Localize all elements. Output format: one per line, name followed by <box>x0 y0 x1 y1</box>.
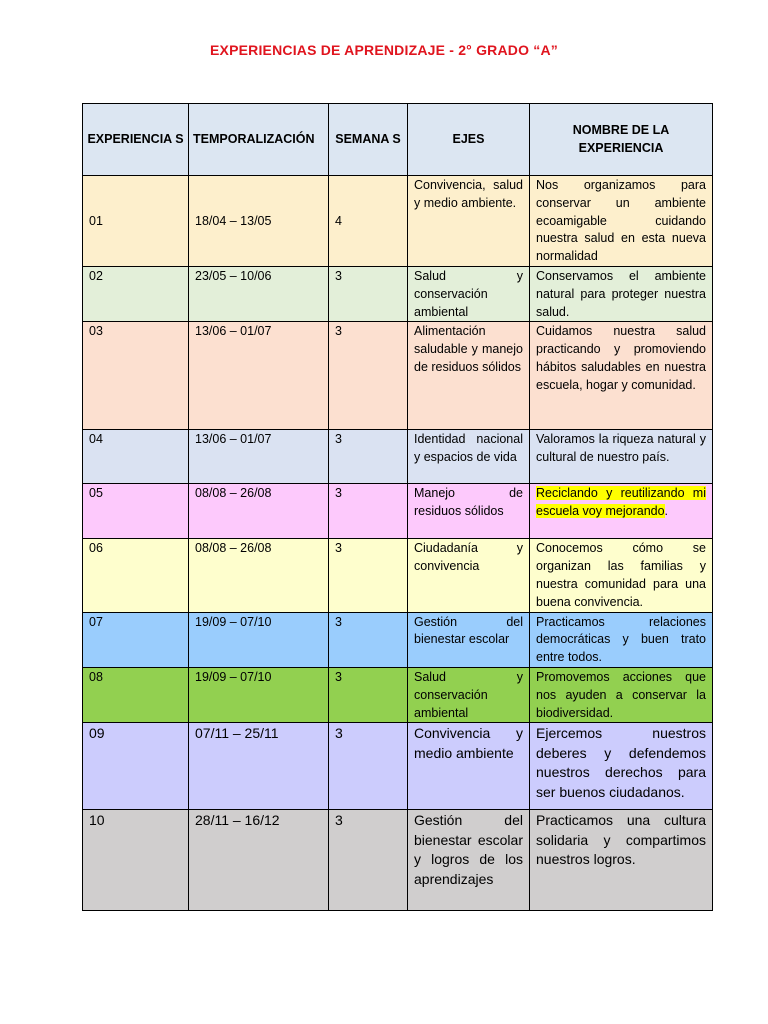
experience-number: 04 <box>83 430 189 484</box>
experience-name: Conservamos el ambiente natural para proteger nuestra salud. <box>530 266 713 321</box>
experience-axis: Salud y conservación ambiental <box>408 266 530 321</box>
experience-dates: 19/09 – 07/10 <box>189 667 329 722</box>
experience-dates: 13/06 – 01/07 <box>189 430 329 484</box>
highlight-tail: . <box>664 504 669 519</box>
table-row <box>83 484 713 539</box>
experience-axis: Gestión del bienestar escolar <box>408 612 530 667</box>
table-row <box>83 266 713 321</box>
experience-name: Practicamos una cultura solidaria y compartimos nuestros logros. <box>530 810 713 911</box>
table-row <box>83 810 713 911</box>
experience-weeks: 3 <box>329 723 408 810</box>
experience-name: Ejercemos nuestros deberes y defendemos nuestros derechos para ser buenos ciudadanos. <box>530 723 713 810</box>
experience-weeks: 3 <box>329 810 408 911</box>
table-row <box>83 322 713 430</box>
experience-name <box>530 484 713 539</box>
experience-axis: Gestión del bienestar escolar y logros de los aprendizajes <box>408 810 530 911</box>
experience-weeks: 3 <box>329 667 408 722</box>
experience-name: Promovemos acciones que nos ayuden a conservar la biodiversidad. <box>530 667 713 722</box>
experience-axis: Identidad nacional y espacios de vida <box>408 430 530 484</box>
header-semanas: SEMANA S <box>329 104 408 176</box>
experience-weeks: 3 <box>329 430 408 484</box>
experience-name: Nos organizamos para conservar un ambiente ecoamigable cuidando nuestra salud en esta nueva normalidad <box>530 176 713 267</box>
experience-weeks: 3 <box>329 484 408 539</box>
experience-weeks: 3 <box>329 266 408 321</box>
experience-axis: Convivencia, salud y medio ambiente. <box>408 176 530 267</box>
experience-number: 05 <box>83 484 189 539</box>
experience-name: Valoramos la riqueza natural y cultural de nuestro país. <box>530 430 713 484</box>
table-row <box>83 430 713 484</box>
highlighted-text: Reciclando y reutilizando mi escuela voy mejorando <box>536 486 706 519</box>
table-row <box>83 176 713 267</box>
table-row <box>83 539 713 612</box>
experience-name: Cuidamos nuestra salud practicando y promoviendo hábitos saludables en nuestra escuela, hogar y comunidad. <box>530 322 713 430</box>
experience-number: 03 <box>83 322 189 430</box>
experiences-table <box>82 103 713 911</box>
experience-axis: Convivencia y medio ambiente <box>408 723 530 810</box>
table-header-row <box>83 104 713 176</box>
experience-number: 08 <box>83 667 189 722</box>
experience-number: 10 <box>83 810 189 911</box>
header-nombre: NOMBRE DE LA EXPERIENCIA <box>530 104 713 176</box>
experience-dates: 13/06 – 01/07 <box>189 322 329 430</box>
table-row <box>83 667 713 722</box>
experience-dates: 08/08 – 26/08 <box>189 539 329 612</box>
experience-dates: 07/11 – 25/11 <box>189 723 329 810</box>
experience-dates: 18/04 – 13/05 <box>189 176 329 267</box>
experience-axis: Ciudadanía y convivencia <box>408 539 530 612</box>
experience-weeks: 3 <box>329 539 408 612</box>
experience-axis: Alimentación saludable y manejo de residuos sólidos <box>408 322 530 430</box>
experience-weeks: 3 <box>329 612 408 667</box>
experience-name: Conocemos cómo se organizan las familias y nuestra comunidad para una buena convivencia. <box>530 539 713 612</box>
experience-axis: Manejo de residuos sólidos <box>408 484 530 539</box>
experience-number: 02 <box>83 266 189 321</box>
experience-dates: 08/08 – 26/08 <box>189 484 329 539</box>
experience-dates: 19/09 – 07/10 <box>189 612 329 667</box>
header-ejes: EJES <box>408 104 530 176</box>
experience-number: 09 <box>83 723 189 810</box>
experience-number: 01 <box>83 176 189 267</box>
document-title: EXPERIENCIAS DE APRENDIZAJE - 2° GRADO “A” <box>210 42 558 58</box>
header-experiencias: EXPERIENCIA S <box>83 104 189 176</box>
table-row <box>83 723 713 810</box>
experience-dates: 23/05 – 10/06 <box>189 266 329 321</box>
experience-weeks: 3 <box>329 322 408 430</box>
experience-axis: Salud y conservación ambiental <box>408 667 530 722</box>
experience-dates: 28/11 – 16/12 <box>189 810 329 911</box>
header-temporalizacion: TEMPORALIZACIÓN <box>189 104 329 176</box>
experience-name: Practicamos relaciones democráticas y buen trato entre todos. <box>530 612 713 667</box>
experience-number: 06 <box>83 539 189 612</box>
table-row <box>83 612 713 667</box>
experience-weeks: 4 <box>329 176 408 267</box>
experience-number: 07 <box>83 612 189 667</box>
